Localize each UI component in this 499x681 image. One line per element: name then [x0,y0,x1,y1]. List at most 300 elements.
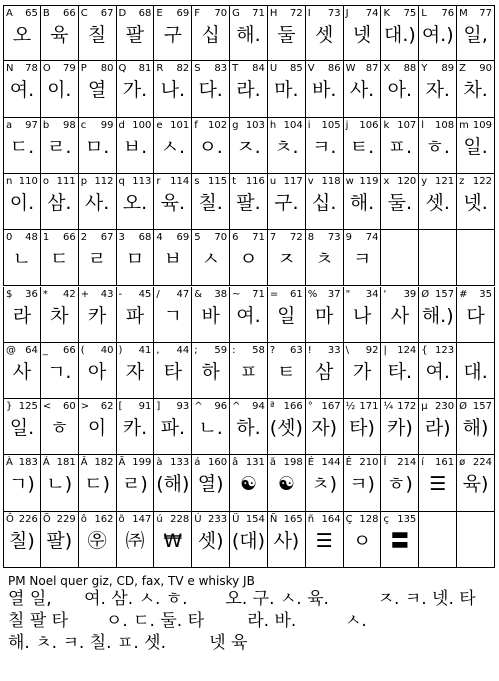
key-char: ú [156,513,163,525]
glyph: 사) [273,529,300,552]
char-code: 68 [138,232,152,244]
glyph: 해) [462,417,489,440]
glyph-cell [154,174,192,230]
key-char: | [383,344,387,356]
char-code: 77 [479,8,492,19]
sample-caption: PM Noel quer giz, CD, fax, TV e whisky JB [8,574,255,588]
glyph-cell [230,455,268,511]
glyph: ㄹ. [47,135,72,158]
key-char: K [383,8,391,19]
glyph: 육 [50,24,69,46]
glyph: ㄹ) [122,473,148,496]
key-char: ª [269,401,275,413]
glyph-cell [268,61,306,117]
char-code: 157 [435,288,455,300]
glyph-cell [192,61,230,117]
glyph-cell [419,61,457,117]
glyph-cell [192,399,230,455]
char-code: 79 [62,63,76,75]
key-char: 3 [118,232,125,244]
glyph: (셋) [269,417,303,440]
glyph-cell [3,343,41,399]
glyph-cell [230,5,268,61]
char-code: 33 [327,344,341,356]
char-code: 68 [138,8,152,19]
key-char: g [232,119,239,131]
char-code: 105 [321,119,341,131]
char-code: 162 [94,513,114,525]
glyph: 〓 [390,529,410,552]
char-code: 133 [170,457,190,469]
glyph-cell [41,230,79,286]
key-char: p [80,175,88,187]
key-char: V [307,63,315,75]
key-char: } [6,401,13,413]
key-char: x [383,175,390,187]
glyph-cell [117,512,155,568]
key-char: 2 [80,232,88,244]
glyph: 마. [274,79,299,102]
key-char: Q [118,63,127,75]
glyph: 카. [122,417,148,440]
char-code: 72 [290,232,303,244]
char-code: 167 [321,401,341,413]
key-char: B [42,8,50,19]
key-char: m [459,119,469,131]
glyph-cell [457,118,495,174]
glyph-cell [306,174,344,230]
glyph: 하 [201,360,220,383]
glyph-cell [344,5,382,61]
key-char: < [42,401,52,413]
glyph: 십. [311,191,337,214]
char-code: 67 [100,232,114,244]
glyph-cell [192,230,230,286]
char-code: 42 [62,288,76,300]
glyph: 아. [387,79,413,102]
glyph: ㅍ. [387,135,413,158]
glyph-cell [381,512,419,568]
char-code: 48 [25,232,38,244]
glyph: 다 [466,304,485,327]
glyph: ㅊ. [274,135,299,158]
glyph: 이 [87,417,107,440]
glyph: 가 [352,360,372,383]
glyph: 라 [12,304,32,327]
char-code: 115 [207,175,228,187]
char-code: 147 [132,513,152,525]
glyph-cell [457,343,495,399]
glyph: 오. [122,191,148,214]
glyph-cell [79,512,117,568]
glyph-cell [192,343,230,399]
key-char: à [156,457,163,469]
glyph-cell [381,230,419,286]
glyph-cell [230,512,268,568]
char-code: 103 [245,119,265,131]
glyph: ㉾ [87,529,107,552]
key-char: Ø [421,288,430,300]
key-char: l [421,119,425,131]
key-char: n [6,175,13,187]
key-char: y [421,175,428,187]
char-code: 160 [207,457,228,469]
glyph-cell [117,118,155,174]
key-char: 4 [156,232,163,244]
glyph-cell [457,61,495,117]
char-code: 214 [397,457,417,469]
char-code: 73 [327,232,341,244]
glyph-cell [381,399,419,455]
glyph: 아 [87,360,107,383]
key-char: ° [307,401,313,413]
glyph: 이. [9,191,35,214]
glyph-cell [306,287,344,343]
glyph: ㅂ. [122,135,148,158]
char-code: 67 [100,8,114,19]
char-code: 164 [321,513,341,525]
glyph-cell [268,512,306,568]
key-char: ã [269,457,277,469]
char-code: 89 [441,63,455,75]
char-code: 114 [170,175,190,187]
key-char: ; [194,344,198,356]
glyph: 파 [125,304,145,327]
char-code: 65 [25,8,38,19]
glyph-cell [154,5,192,61]
key-char: ç [383,513,389,525]
char-code: 99 [100,119,114,131]
glyph: ㅅ [201,248,220,271]
glyph: ㄱ [163,304,182,327]
key-char: r [156,175,161,187]
glyph-cell [79,343,117,399]
glyph-cell [41,61,79,117]
glyph: 사 [390,304,410,327]
key-char: * [42,288,48,300]
glyph: 구. [274,191,299,214]
char-code: 161 [435,457,455,469]
char-code: 109 [472,119,492,131]
char-code: 110 [18,175,38,187]
glyph-cell [268,343,306,399]
glyph: 넷 [352,24,372,46]
key-char: Õ [42,513,51,525]
glyph-cell [41,343,79,399]
char-code: 36 [25,288,38,300]
char-code: 82 [176,63,190,75]
glyph: ㄱ) [9,473,35,496]
key-char: ( [80,344,85,356]
glyph: ㅂ [163,248,182,271]
glyph: ☰ [429,473,447,496]
key-char: 9 [345,232,352,244]
glyph-cell [154,399,192,455]
char-code: 92 [365,344,379,356]
glyph-cell [344,174,382,230]
key-char: Á [42,457,50,469]
key-char: ^ [232,401,241,413]
glyph: ㈜ [125,529,145,552]
key-char: ½ [345,401,356,413]
glyph-cell [419,455,457,511]
key-char: t [232,175,236,187]
key-char: b [42,119,50,131]
glyph: 넷. [463,191,488,214]
key-char: P [80,63,87,75]
glyph-cell [41,287,79,343]
glyph: 타 [163,360,182,383]
glyph: 카 [87,304,107,327]
key-char: ¼ [383,401,394,413]
glyph-cell [268,455,306,511]
key-char: õ [118,513,125,525]
key-char: F [194,8,200,19]
key-char: a [6,119,13,131]
key-char: H [269,8,278,19]
glyph-cell [41,174,79,230]
glyph: 셋 [315,24,334,46]
char-code: 154 [245,513,265,525]
glyph: 카) [386,417,413,440]
glyph: 여. [9,79,35,102]
char-code: 181 [56,457,76,469]
char-code: 228 [170,513,190,525]
char-code: 72 [290,8,303,19]
glyph: 칠. [198,191,223,214]
glyph-cell [230,230,268,286]
glyph-cell [41,5,79,61]
glyph-cell [344,343,382,399]
glyph-cell [306,230,344,286]
key-char: = [269,288,279,300]
glyph: 차. [463,79,488,102]
key-char: c [80,119,87,131]
glyph-cell [41,399,79,455]
key-char: Y [421,63,428,75]
key-char: E [156,8,163,19]
glyph: ㅁ. [84,135,110,158]
key-char: A [6,8,13,19]
char-code: 59 [214,344,228,356]
glyph: 하. [236,417,261,440]
char-code: 135 [397,513,417,525]
glyph: ㄴ) [46,473,73,496]
char-code: 45 [138,288,152,300]
glyph: 해. [236,24,261,46]
glyph: 팔 [125,24,145,46]
glyph-cell [306,343,344,399]
glyph-cell [419,287,457,343]
glyph-cell [192,118,230,174]
char-code: 106 [359,119,379,131]
char-code: 71 [252,8,265,19]
glyph: 대. [463,360,488,383]
char-code: 230 [435,401,455,413]
glyph: 일 [277,304,296,327]
char-code: 91 [138,401,152,413]
char-code: 172 [397,401,417,413]
glyph-cell [154,512,192,568]
glyph-cell [41,512,79,568]
key-char: Ü [232,513,240,525]
glyph: 팔) [46,529,73,552]
key-char: Ú [194,513,202,525]
glyph-cell [381,61,419,117]
key-char: ? [269,344,276,356]
char-code: 100 [132,119,152,131]
glyph-cell [79,118,117,174]
glyph-cell [230,287,268,343]
glyph-cell [381,287,419,343]
key-char: - [118,288,123,300]
glyph: 이. [47,79,72,102]
char-code: 37 [327,288,341,300]
glyph-cell [192,287,230,343]
key-char: Ç [345,513,353,525]
char-code: 34 [365,288,379,300]
char-code: 44 [176,344,190,356]
glyph: (대) [231,529,266,552]
char-code: 111 [56,175,76,187]
glyph: 대.) [383,24,416,46]
glyph: 팔. [236,191,261,214]
glyph-cell [79,61,117,117]
key-char: O [42,63,51,75]
char-code: 117 [283,175,303,187]
sample-line-2: 칠 팔 타 ㅇ. ㄷ. 둘. 타 라. 바. ㅅ. [8,611,367,631]
key-char: R [156,63,164,75]
key-char: G [232,8,240,19]
glyph-cell [344,61,382,117]
glyph-cell [381,118,419,174]
key-char: e [156,119,163,131]
glyph: ☯ [239,473,257,496]
key-char: 0 [6,232,13,244]
key-char: 5 [194,232,201,244]
char-code: 90 [479,63,492,75]
char-code: 88 [403,63,417,75]
glyph: ㅋ) [349,473,375,496]
glyph: ㅋ. [311,135,337,158]
char-code: 144 [321,457,341,469]
glyph: ㅊ [315,248,334,271]
char-code: 78 [25,63,38,75]
glyph-cell [192,455,230,511]
glyph: 칠) [9,529,35,552]
glyph: ㅋ [352,248,372,271]
glyph: 둘 [277,24,296,46]
key-char: ñ [307,513,315,525]
glyph-cell [154,230,192,286]
glyph-cell [117,5,155,61]
char-code: 76 [441,8,455,19]
glyph-cell [3,174,41,230]
glyph: ㅇ. [198,135,223,158]
key-char: " [345,288,351,300]
char-code: 70 [214,8,228,19]
glyph-cell [457,287,495,343]
glyph: 라. [236,79,261,102]
glyph: ☰ [315,529,333,552]
char-code: 94 [252,401,265,413]
char-code: 47 [176,288,190,300]
char-code: 66 [62,344,76,356]
key-char: { [421,344,428,356]
key-char: Ã [118,457,126,469]
character-grid [3,5,495,568]
glyph: 삼 [315,360,334,383]
char-code: 116 [245,175,265,187]
char-code: 74 [365,8,379,19]
glyph-cell [230,343,268,399]
char-code: 125 [18,401,38,413]
sample-text-block [8,574,495,654]
char-code: 61 [290,288,303,300]
glyph-cell [117,174,155,230]
char-code: 112 [94,175,114,187]
glyph-cell [268,399,306,455]
glyph: 해.) [421,304,454,327]
glyph-cell [306,512,344,568]
glyph: ㄷ) [84,473,110,496]
key-char: ô [80,513,87,525]
glyph-cell [457,455,495,511]
key-char: Ô [6,513,14,525]
char-code: 64 [25,344,38,356]
glyph-cell [3,399,41,455]
glyph: 열 [87,79,107,102]
glyph: 사. [84,191,110,214]
key-char: z [459,175,465,187]
glyph: 칠 [87,24,107,46]
sample-line-3: 해. ㅊ. ㅋ. 칠. ㅍ. 셋. 넷 육 [8,633,248,653]
key-char: s [194,175,200,187]
char-code: 131 [245,457,265,469]
char-code: 120 [397,175,417,187]
glyph-cell [344,118,382,174]
key-char: X [383,63,391,75]
key-char: 1 [42,232,50,244]
glyph-cell [419,5,457,61]
char-code: 104 [283,119,303,131]
char-code: 210 [359,457,379,469]
glyph-cell [306,455,344,511]
char-code: 183 [18,457,38,469]
key-char: W [345,63,356,75]
glyph-cell [154,118,192,174]
glyph-cell [381,174,419,230]
key-char: o [42,175,49,187]
key-char: : [232,344,236,356]
glyph: ₩ [163,529,183,552]
key-char: ' [383,288,387,300]
char-code: 87 [365,63,379,75]
char-code: 198 [283,457,303,469]
glyph: 여.) [421,24,454,46]
key-char: N [6,63,14,75]
key-char: U [269,63,278,75]
key-char: _ [42,344,48,356]
glyph-cell [268,230,306,286]
glyph: 바 [201,304,220,327]
key-char: á [194,457,201,469]
glyph-cell [3,5,41,61]
glyph: ㄴ [12,248,32,271]
key-char: $ [6,288,13,300]
glyph-cell [457,399,495,455]
char-code: 69 [176,232,190,244]
